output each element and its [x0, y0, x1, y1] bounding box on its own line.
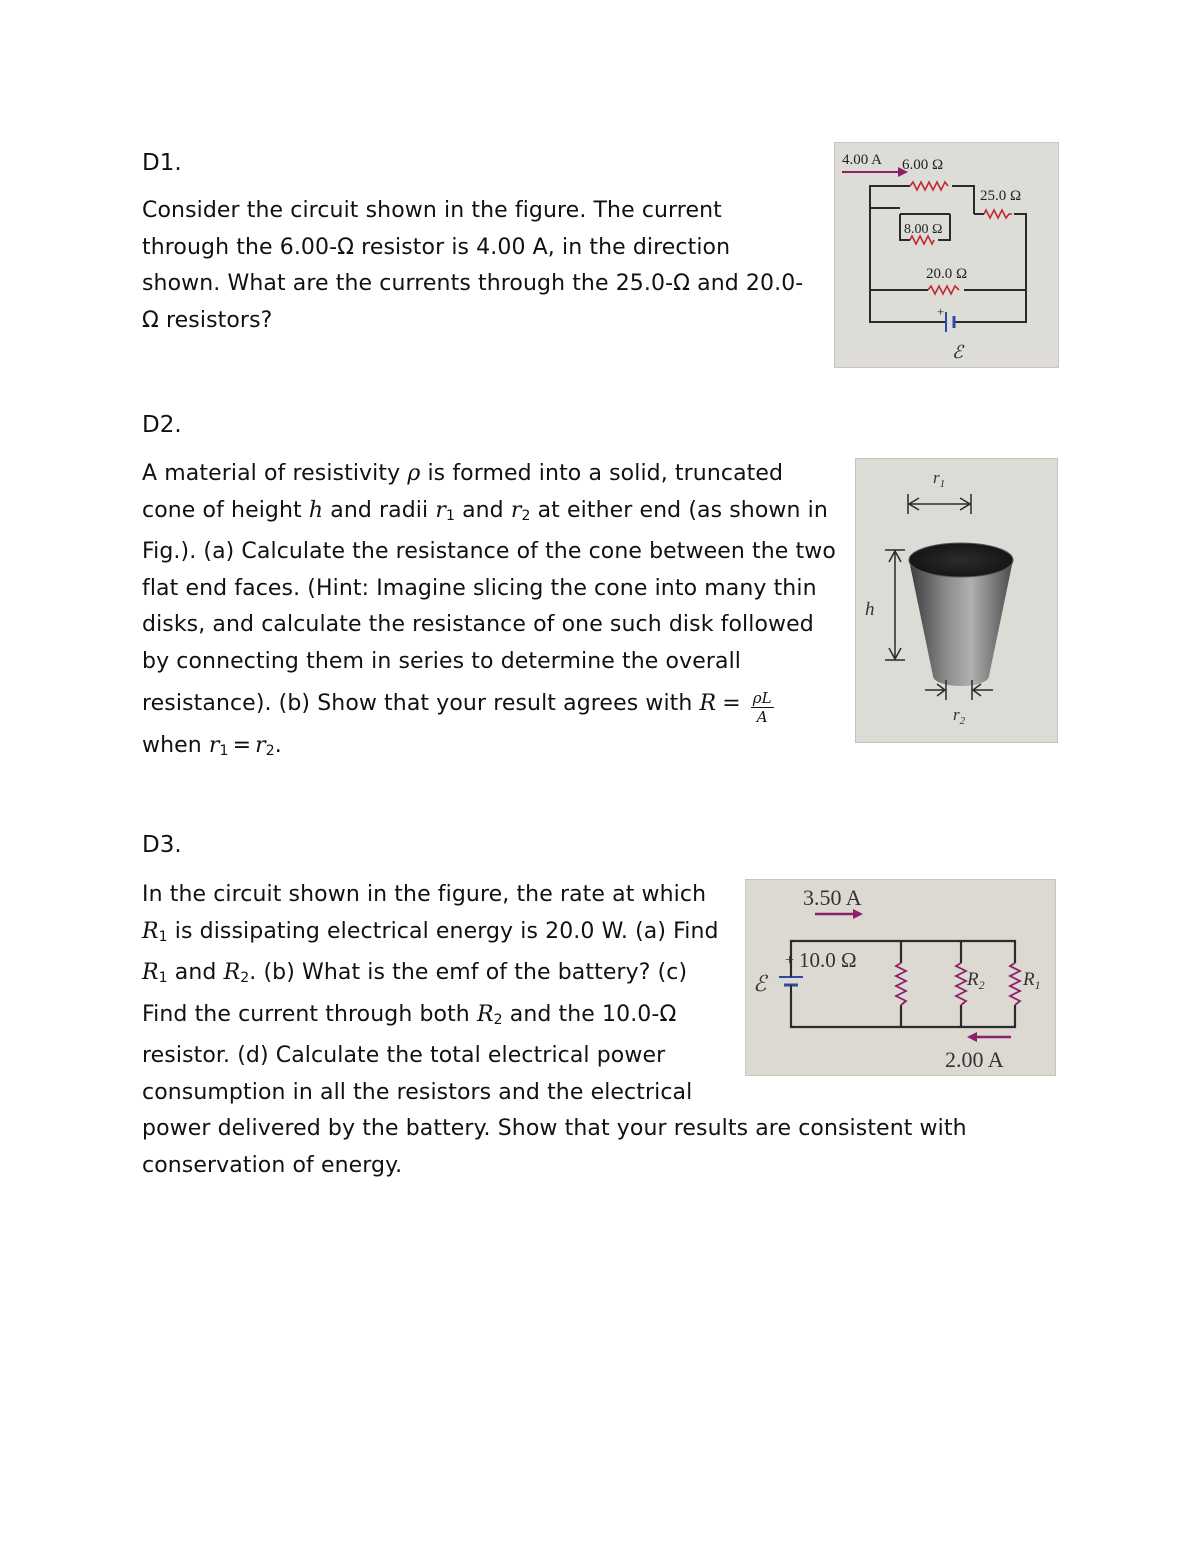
d3-line-7: power delivered by the battery. Show that your results are consistent with [142, 1116, 967, 1141]
d2-line-7 [142, 686, 836, 726]
d2-text-segment: when [142, 733, 202, 758]
R-symbol: R [142, 960, 159, 985]
d3-text-segment: and [174, 960, 217, 985]
R-symbol: R [223, 960, 241, 985]
d1-r25-label: 25.0 Ω [980, 188, 1022, 204]
rho-symbol: ρ [407, 461, 421, 486]
d2-text-segment: and [462, 497, 504, 523]
d3-heading: D3. [142, 832, 182, 858]
d2-text-segment: . [274, 733, 282, 758]
d1-heading: D1. [142, 150, 182, 176]
d3-r1-label: $R_1$ [1023, 969, 1041, 992]
d1-plus-label: + [937, 304, 945, 319]
d2-line-6: by connecting them in series to determine the overall [142, 648, 741, 674]
d2-text-segment: at either end (as shown in [537, 497, 828, 523]
subscript: 1 [219, 743, 229, 759]
d2-text-segment: A material of resistivity [142, 461, 401, 486]
d2-line-4: flat end faces. (Hint: Imagine slicing the cone into many thin [142, 575, 817, 601]
d1-line: through the 6.00-Ω resistor is 4.00 A, in the direction [142, 234, 731, 260]
d2-line-1 [142, 456, 836, 493]
r-symbol: r [510, 497, 522, 523]
R-symbol: R [699, 691, 717, 716]
d3-emf-label: ℰ [753, 971, 767, 996]
subscript: 1 [158, 928, 168, 945]
d3-text-segment: . (b) What is the emf of the battery? (c) [249, 960, 688, 985]
r-symbol: r [255, 733, 266, 758]
d3-circuit-figure [745, 879, 1056, 1076]
d2-text-segment: resistance). (b) Show that your result agrees with [142, 691, 693, 716]
d1-text [142, 193, 803, 339]
h-label: h [865, 599, 875, 620]
r1-label: $r_1$ [933, 468, 946, 490]
r-symbol: r [208, 733, 220, 758]
d2-text-segment: is formed into a solid, truncated [427, 461, 784, 486]
R-symbol: R [476, 1001, 494, 1027]
d1-line: Consider the circuit shown in the figure. The current [142, 198, 722, 223]
d3-r2-label: $R_2$ [967, 969, 985, 992]
d3-text-segment: is dissipating electrical energy is 20.0 W. (a) Find [174, 918, 719, 944]
h-symbol: h [308, 497, 324, 523]
r-symbol: r [435, 497, 446, 523]
d3-text-segment: and the 10.0-Ω [509, 1001, 677, 1027]
d1-line: Ω resistors? [142, 307, 273, 333]
rho-l-over-a-fraction [751, 689, 774, 726]
d3-line-8: conservation of energy. [142, 1152, 403, 1178]
d3-current-bottom-label: 2.00 A [945, 1047, 1004, 1072]
subscript: 2 [265, 743, 275, 759]
d1-current-label: 4.00 A [842, 152, 883, 168]
subscript: 1 [158, 970, 168, 986]
d2-line-8 [142, 728, 836, 770]
d3-line-6: consumption in all the resistors and the electrical [142, 1079, 693, 1105]
d2-text-segment: cone of height [142, 497, 302, 523]
equals-sign: = [722, 691, 741, 716]
fraction-denominator: A [756, 708, 768, 726]
d2-heading: D2. [142, 412, 182, 438]
d3-text-segment: Find the current through both [142, 1001, 470, 1027]
d1-emf-label: ℰ [952, 342, 963, 362]
d2-text [142, 456, 836, 770]
d1-r20-label: 20.0 Ω [926, 266, 968, 282]
d2-text-segment: and radii [330, 497, 429, 523]
d1-line: shown. What are the currents through the 25.0-Ω and 20.0- [142, 271, 804, 296]
d1-r6-label: 6.00 Ω [902, 157, 944, 173]
r2-label: $r_2$ [953, 705, 966, 727]
d3-line-1: In the circuit shown in the figure, the rate at which [142, 882, 707, 907]
subscript: 2 [240, 970, 250, 986]
d1-circuit-figure [834, 142, 1059, 368]
d2-line-2 [142, 493, 836, 535]
subscript: 1 [445, 507, 455, 524]
d2-line-3: Fig.). (a) Calculate the resistance of the cone between the two [142, 539, 836, 564]
d3-plus-label: + [785, 952, 795, 969]
d2-cone-figure [855, 458, 1058, 743]
d3-r10-label: 10.0 Ω [799, 948, 857, 972]
d3-current-top-label: 3.50 A [803, 885, 862, 910]
cone-top-face [909, 543, 1013, 577]
d2-line-5: disks, and calculate the resistance of one such disk followed [142, 612, 814, 637]
subscript: 2 [521, 507, 531, 524]
equals-sign: = [232, 733, 252, 758]
fraction-numerator: ρL [752, 689, 772, 707]
subscript: 2 [493, 1011, 503, 1028]
d1-r8-label: 8.00 Ω [904, 222, 943, 237]
d3-line-5: resistor. (d) Calculate the total electrical power [142, 1043, 666, 1068]
R-symbol: R [142, 918, 159, 944]
